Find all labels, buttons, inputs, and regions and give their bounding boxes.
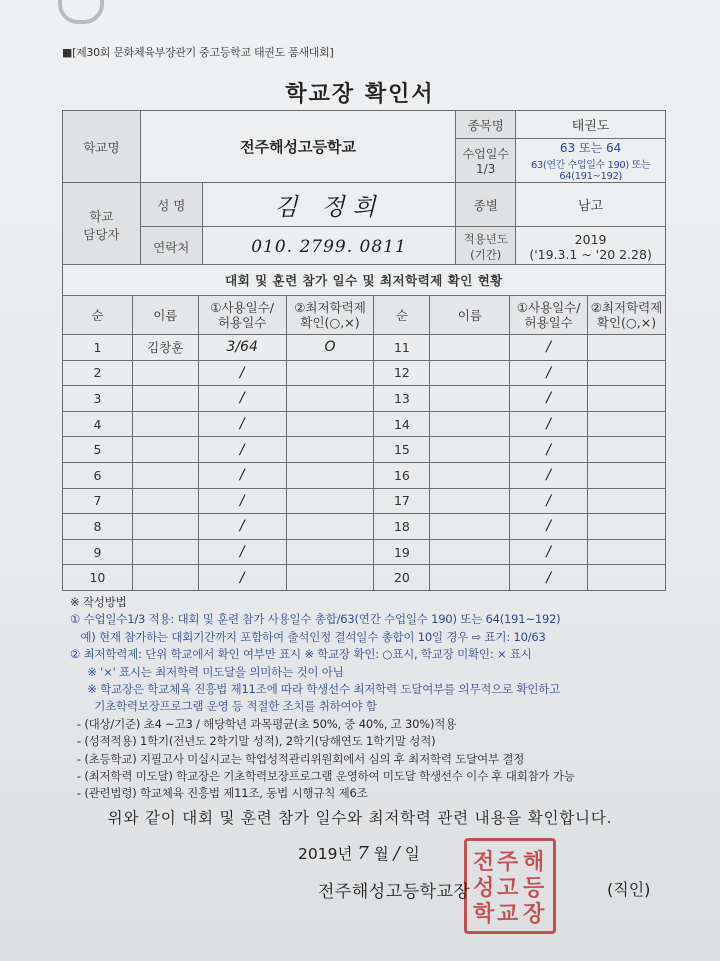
header-days-right xyxy=(510,296,588,335)
row-name: 김창훈 xyxy=(132,335,198,361)
header-min-line1: ②최저학력제 xyxy=(590,300,663,315)
instruction-line: ① 수업일수1/3 적용: 대회 및 훈련 참가 사용일수 총합/63(연간 수업일수 190) 또는 64(191~192) xyxy=(70,612,561,627)
row-number: 8 xyxy=(63,514,133,540)
row-min-check xyxy=(286,539,374,565)
instruction-line: ※ 학교장은 학교체육 진흥법 제11조에 따라 학생선수 최저학력 도달여부를 의무적으로 확인하고 xyxy=(70,682,561,697)
instruction-line: 예) 현재 참가하는 대회기간까지 포함하여 출석인정 결석일수 총합이 10일 경우 ⇨ 표기: 10/63 xyxy=(70,629,546,644)
row-min-check xyxy=(286,488,374,514)
date-day-unit: 일 xyxy=(404,845,420,863)
row-name xyxy=(430,411,510,437)
row-min-check xyxy=(588,565,666,591)
row-name xyxy=(132,360,198,386)
sport-value: 태권도 xyxy=(516,111,666,139)
row-min-check xyxy=(588,386,666,412)
row-number: 7 xyxy=(63,488,133,514)
row-name xyxy=(430,565,510,591)
row-days: / xyxy=(510,514,588,540)
row-number: 2 xyxy=(63,360,133,386)
date-day-handwritten: / xyxy=(393,843,400,864)
row-min-check xyxy=(286,462,374,488)
info-table xyxy=(62,110,666,267)
row-number: 1 xyxy=(63,335,133,361)
row-name xyxy=(430,488,510,514)
row-days: / xyxy=(510,386,588,412)
instructions-lines xyxy=(70,611,670,802)
row-min-check xyxy=(286,437,374,463)
header-days-line2: 허용일수 xyxy=(524,315,573,330)
row-name xyxy=(430,386,510,412)
row-min-check xyxy=(588,514,666,540)
teacher-name-handwritten: 김 정희 xyxy=(202,183,456,227)
row-name xyxy=(430,514,510,540)
table-rows xyxy=(63,335,666,591)
row-number: 5 xyxy=(63,437,133,463)
header-name-right: 이름 xyxy=(430,296,510,335)
date-month-handwritten: 7 xyxy=(357,843,369,864)
header-days-line2: 허용일수 xyxy=(217,315,267,330)
date-year: 2019년 xyxy=(298,845,353,863)
row-number: 6 xyxy=(63,462,133,488)
row-min-check xyxy=(588,335,666,361)
row-number: 9 xyxy=(63,539,133,565)
row-name xyxy=(132,437,198,463)
row-min-check xyxy=(588,462,666,488)
row-name xyxy=(430,462,510,488)
table-row xyxy=(63,565,666,591)
days-label xyxy=(456,139,516,183)
row-days: / xyxy=(510,360,588,386)
row-name xyxy=(430,335,510,361)
row-name xyxy=(132,488,198,514)
row-min-check xyxy=(286,360,374,386)
header-days-line1: ①사용일수/ xyxy=(516,300,581,315)
year-value-line2: ('19.3.1 ~ '20 2.28) xyxy=(529,246,652,262)
header-name-left: 이름 xyxy=(132,296,198,335)
contact-handwritten: 010. 2799. 0811 xyxy=(202,227,456,267)
row-days: 3/64 xyxy=(198,335,286,361)
row-number: 12 xyxy=(374,360,430,386)
paper-clip xyxy=(58,0,104,24)
row-min-check xyxy=(286,514,374,540)
days-value-line1: 63 또는 64 xyxy=(559,141,622,155)
row-days: / xyxy=(198,386,286,412)
instruction-line: - (최저학력 미도달) 학교장은 기초학력보장프로그램 운영하여 미도달 학생선수 이수 후 대회참가 가능 xyxy=(70,769,575,784)
row-number: 14 xyxy=(374,411,430,437)
row-number: 17 xyxy=(374,488,430,514)
row-min-check: O xyxy=(286,335,374,361)
header-min-left xyxy=(286,296,374,335)
table-row xyxy=(63,514,666,540)
row-number: 19 xyxy=(374,539,430,565)
row-days: / xyxy=(510,411,588,437)
table-row xyxy=(63,386,666,412)
row-min-check xyxy=(588,437,666,463)
instruction-line: ② 최저학력제: 단위 학교에서 확인 여부만 표시 ※ 학교장 확인: ○표시, 학교장 미확인: × 표시 xyxy=(70,647,532,662)
row-days: / xyxy=(198,437,286,463)
instruction-line: 기초학력보장프로그램 운영 등 적절한 조치를 취하여야 함 xyxy=(70,699,377,714)
teacher-label-line1: 학교 xyxy=(89,208,114,224)
row-number: 18 xyxy=(374,514,430,540)
row-min-check xyxy=(588,539,666,565)
table-row xyxy=(63,335,666,361)
table-row xyxy=(63,488,666,514)
row-days: / xyxy=(198,411,286,437)
gender-value: 남고 xyxy=(516,183,666,227)
row-name xyxy=(430,539,510,565)
header-days-line1: ①사용일수/ xyxy=(210,300,274,315)
row-min-check xyxy=(588,360,666,386)
row-name xyxy=(132,539,198,565)
row-days: / xyxy=(510,335,588,361)
row-days: / xyxy=(510,488,588,514)
header-min-right xyxy=(588,296,666,335)
row-days: / xyxy=(198,565,286,591)
row-number: 3 xyxy=(63,386,133,412)
instruction-line: ※ '×' 표시는 최저학력 미도달을 의미하는 것이 아님 xyxy=(70,664,344,679)
days-label-line2: 1/3 xyxy=(476,162,496,176)
row-min-check xyxy=(588,411,666,437)
instructions-heading: ※ 작성방법 xyxy=(70,595,127,609)
instruction-line: - (대상/기준) 초4 ~고3 / 해당학년 과목평균(초 50%, 중 40%, 고 30%)적용 xyxy=(70,716,457,731)
seal-label: (직인) xyxy=(607,880,651,899)
row-number: 15 xyxy=(374,437,430,463)
writing-instructions xyxy=(70,594,670,803)
confirmation-statement: 위와 같이 대회 및 훈련 참가 일수와 최저학력 관련 내용을 확인합니다. xyxy=(107,809,613,827)
days-value-line2: 63(연간 수업일수 190) 또는 64(191~192) xyxy=(530,160,651,182)
row-name xyxy=(430,437,510,463)
row-days: / xyxy=(510,462,588,488)
table-row xyxy=(63,462,666,488)
principal-name: 전주해성고등학교장 xyxy=(318,882,471,902)
row-number: 11 xyxy=(374,335,430,361)
table-row xyxy=(63,437,666,463)
row-days: / xyxy=(198,539,286,565)
row-name xyxy=(132,565,198,591)
header-min-line2: 확인(○,×) xyxy=(300,315,360,330)
header-no-left: 순 xyxy=(63,296,133,335)
instruction-line: - (초등학교) 지필고사 미실시교는 학업성적관리위원회에서 심의 후 최저학력 도달여부 결정 xyxy=(70,751,525,766)
teacher-label-line2: 담당자 xyxy=(83,226,120,242)
date-month-unit: 월 xyxy=(373,845,389,863)
row-name xyxy=(132,411,198,437)
row-number: 16 xyxy=(374,462,430,488)
header-min-line2: 확인(○,×) xyxy=(596,315,657,330)
date-line xyxy=(298,842,420,864)
days-value xyxy=(516,139,666,183)
row-name xyxy=(132,514,198,540)
official-seal: 전 주 해 성 고 등 학 교 장 xyxy=(464,838,556,934)
row-name xyxy=(430,360,510,386)
row-min-check xyxy=(588,488,666,514)
table-row xyxy=(63,539,666,565)
teacher-label xyxy=(63,183,141,267)
row-number: 4 xyxy=(63,411,133,437)
year-label xyxy=(456,227,516,267)
row-name xyxy=(132,462,198,488)
name-label: 성 명 xyxy=(140,183,202,227)
table-row xyxy=(63,360,666,386)
year-value xyxy=(516,227,666,267)
row-min-check xyxy=(286,565,374,591)
year-label-line1: 적용년도 xyxy=(463,231,508,246)
table-section-title: 대회 및 훈련 참가 일수 및 최저학력제 확인 현황 xyxy=(63,265,666,296)
row-days: / xyxy=(510,437,588,463)
school-label: 학교명 xyxy=(63,111,141,183)
row-min-check xyxy=(286,411,374,437)
row-days: / xyxy=(198,360,286,386)
row-days: / xyxy=(198,488,286,514)
header-min-line1: ②최저학력제 xyxy=(294,300,366,315)
instruction-line: - (관련법령) 학교체육 진흥법 제11조, 동법 시행규칙 제6조 xyxy=(70,786,368,801)
instruction-line: - (성적적용) 1학기(전년도 2학기말 성적), 2학기(당해연도 1학기말 성적) xyxy=(70,734,436,749)
header-days-left xyxy=(198,296,286,335)
year-label-line2: (기간) xyxy=(470,247,502,262)
row-days: / xyxy=(198,462,286,488)
header-no-right: 순 xyxy=(374,296,430,335)
days-label-line1: 수업일수 xyxy=(462,147,509,161)
gender-label: 종별 xyxy=(456,183,516,227)
year-value-line1: 2019 xyxy=(574,231,607,247)
header-note: ■[제30회 문화체육부장관기 중고등학교 태권도 품새대회] xyxy=(62,46,334,59)
row-min-check xyxy=(286,386,374,412)
row-number: 13 xyxy=(374,386,430,412)
table-row xyxy=(63,411,666,437)
school-name: 전주해성고등학교 xyxy=(140,111,455,183)
sport-label: 종목명 xyxy=(456,111,516,139)
document-title: 학교장 확인서 xyxy=(285,82,435,107)
contact-label: 연락처 xyxy=(140,227,202,267)
participation-table xyxy=(62,264,666,591)
row-number: 10 xyxy=(63,565,133,591)
row-days: / xyxy=(510,565,588,591)
row-days: / xyxy=(510,539,588,565)
row-number: 20 xyxy=(374,565,430,591)
row-name xyxy=(132,386,198,412)
row-days: / xyxy=(198,514,286,540)
